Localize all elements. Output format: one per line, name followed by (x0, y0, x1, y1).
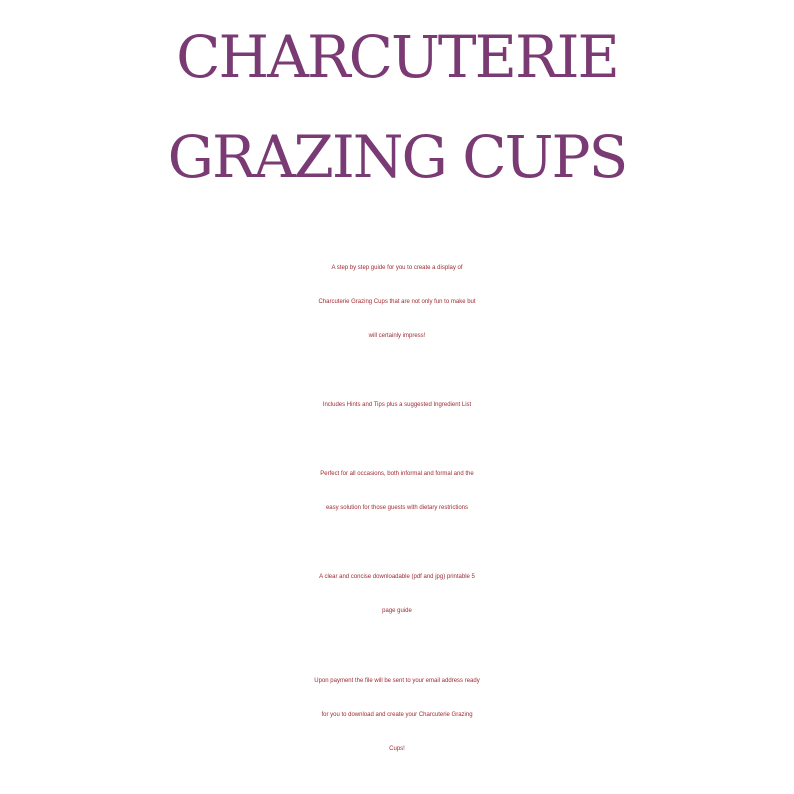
occasions-line: easy solution for those guests with dietary restrictions (325, 505, 469, 511)
intro-line: will certainly impress! (368, 333, 426, 339)
download-line: page guide (382, 608, 412, 614)
title-line-1: CHARCUTERIE (176, 23, 618, 91)
payment-line: Upon payment the file will be sent to your email address ready (314, 678, 480, 684)
payment-paragraph (0, 664, 794, 766)
occasions-line: Perfect for all occasions, both informal and formal and the (320, 471, 474, 477)
title-line-2: GRAZING CUPS (167, 123, 627, 191)
occasions-paragraph (0, 457, 794, 525)
download-paragraph (0, 560, 794, 628)
payment-line: for you to download and create your Charcuterie Grazing (321, 712, 473, 718)
includes-line: Includes Hints and Tips plus a suggested Ingredient List (322, 402, 472, 408)
payment-line: Cups! (389, 746, 405, 752)
includes-paragraph (0, 388, 794, 422)
intro-line: A step by step guide for you to create a display of (331, 265, 463, 271)
intro-line: Charcuterie Grazing Cups that are not only fun to make but (318, 299, 476, 305)
intro-paragraph (0, 251, 794, 353)
download-line: A clear and concise downloadable (pdf and jpg) printable 5 (319, 574, 475, 580)
